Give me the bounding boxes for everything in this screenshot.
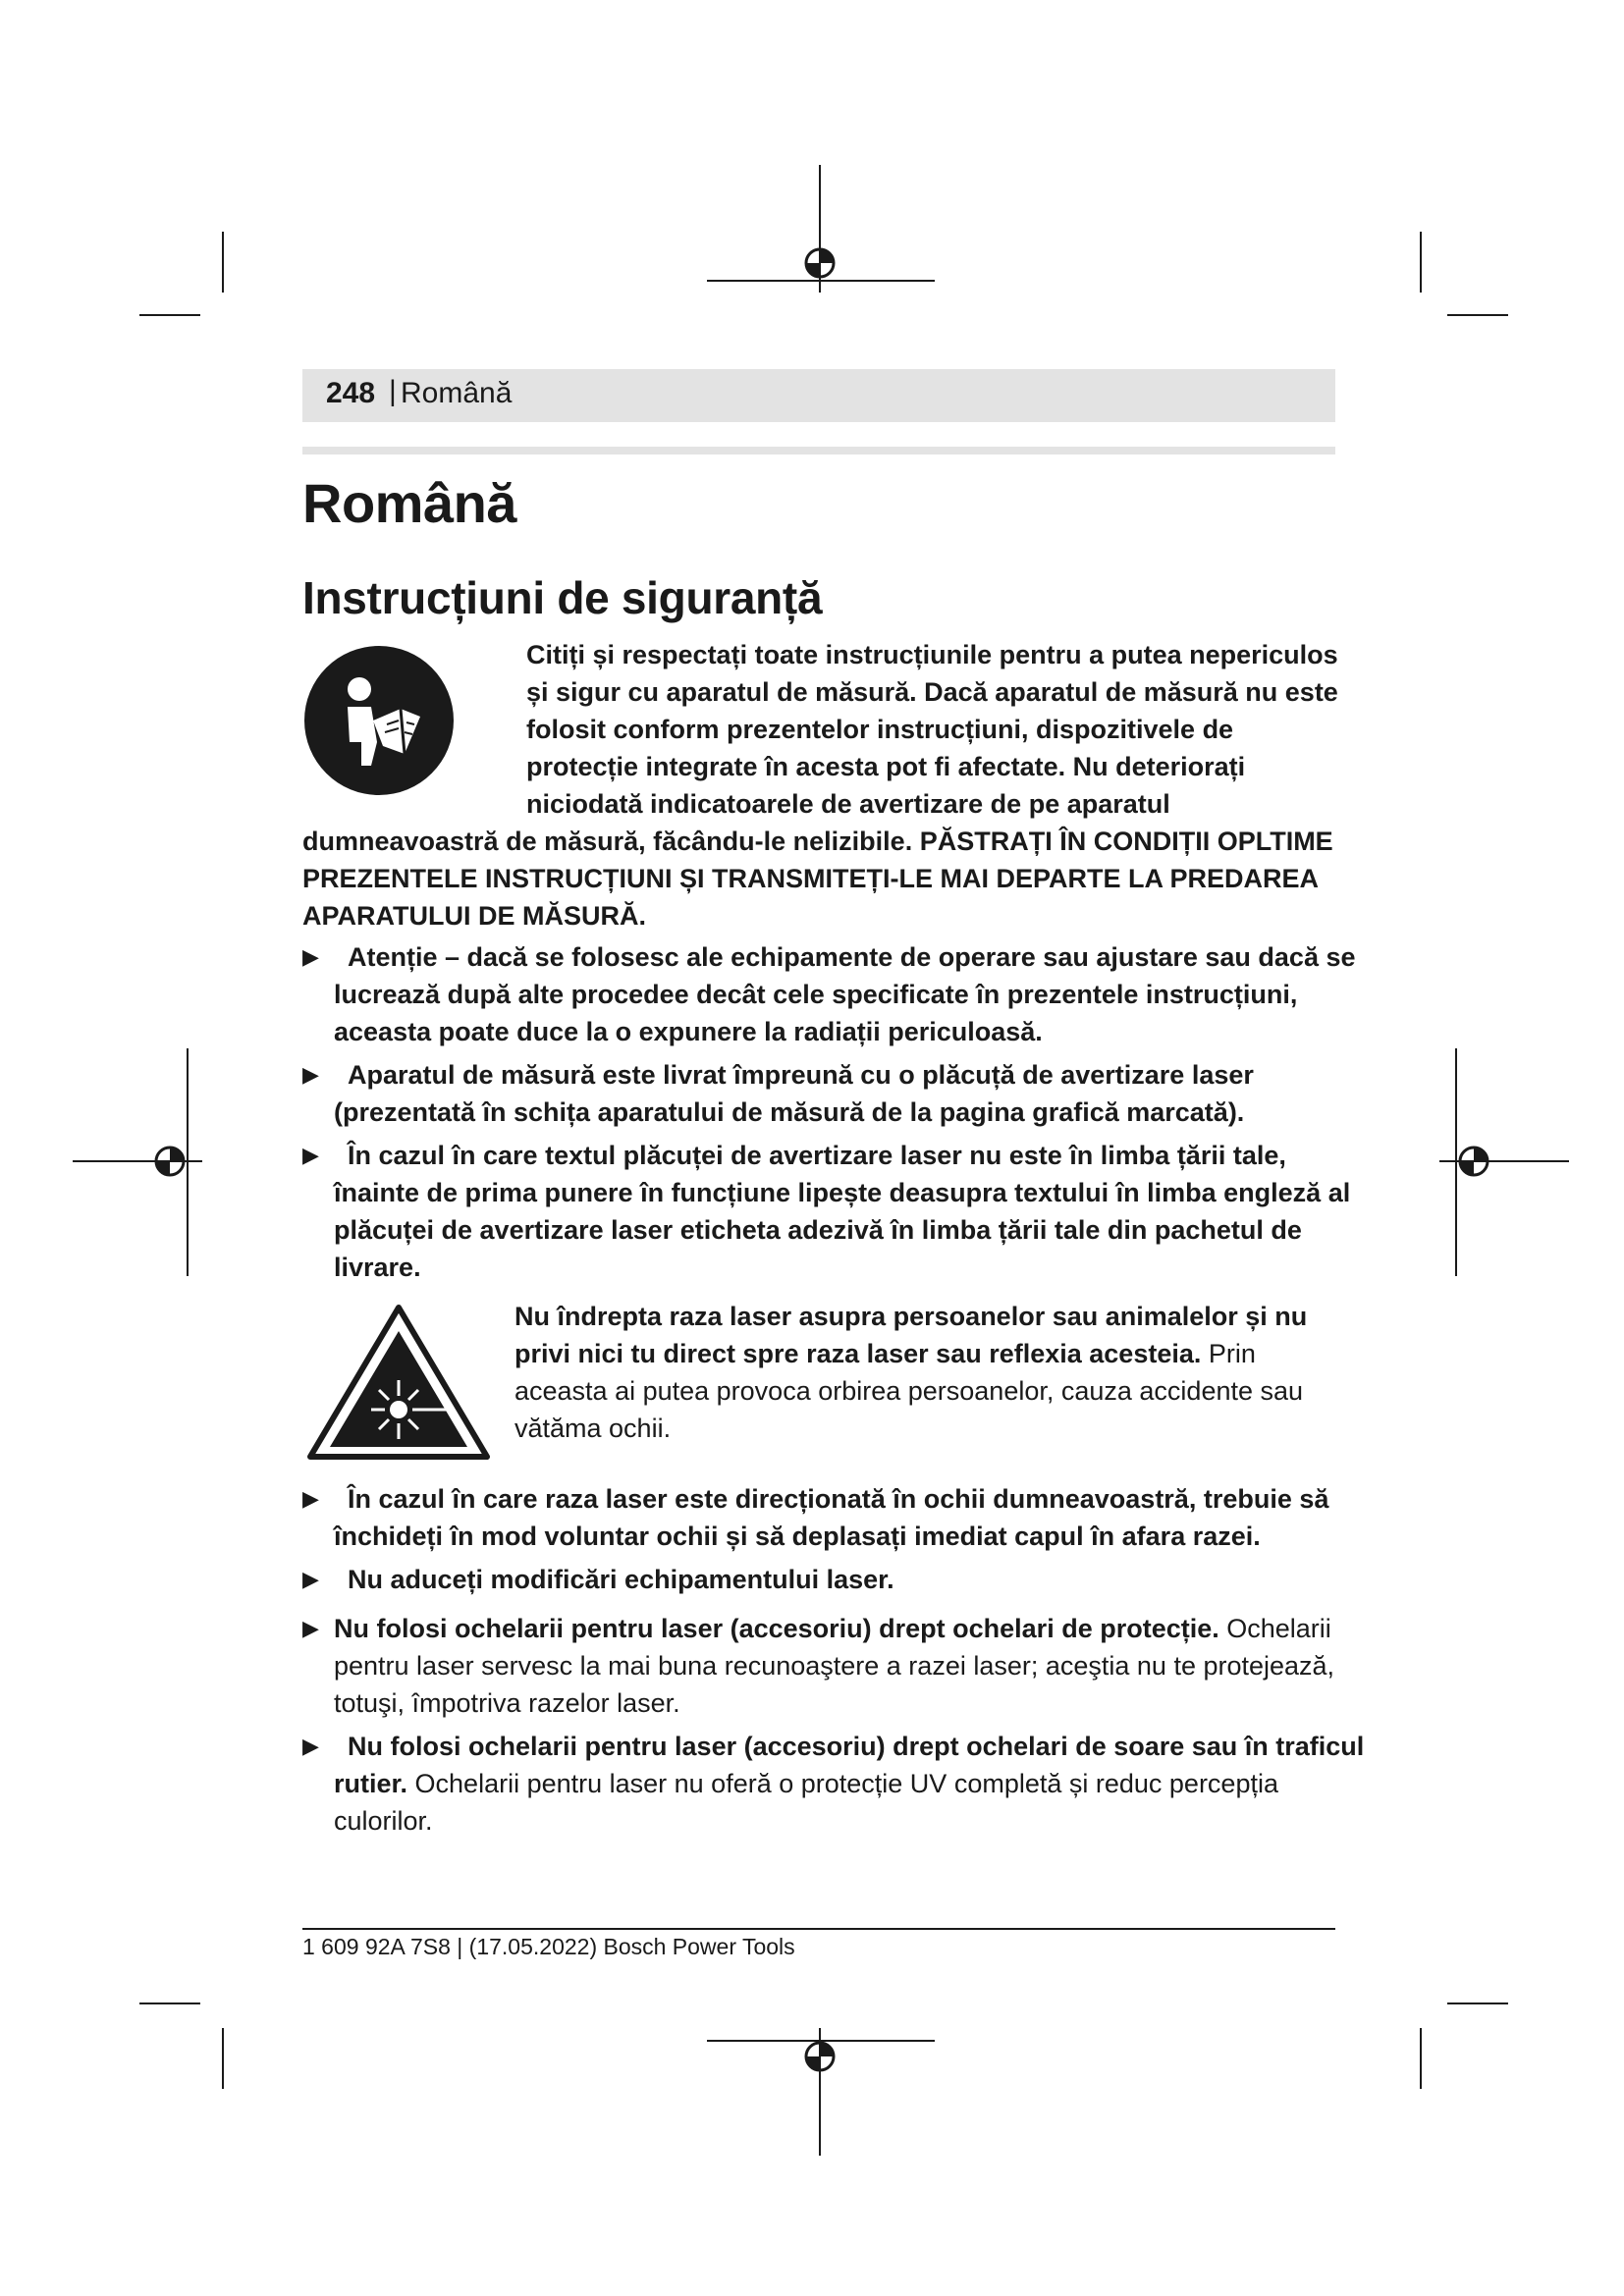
warning-line: Nu îndrepta raza laser asupra persoanelor sau animalelor și nu <box>514 1302 1308 1331</box>
bullet-line: Nu folosi ochelarii pentru laser (accesoriu) drept ochelari de soare sau în traficul <box>348 1732 1365 1761</box>
bullet-line: În cazul în care textul plăcuței de avertizare laser nu este în limba țării tale, <box>348 1141 1286 1170</box>
bullet-line: pentru laser servesc la mai buna recunoaştere a razei laser; aceştia nu te protejează, <box>334 1651 1335 1681</box>
bullet-line: plăcuței de avertizare laser eticheta adezivă în limba țării tale din pachetul de <box>334 1215 1302 1245</box>
bullet-arrow-icon: ▶ <box>302 1062 319 1087</box>
bullet-line: Ochelarii <box>1218 1614 1331 1643</box>
intro-line: PREZENTELE INSTRUCȚIUNI ȘI TRANSMITEȚI-LE MAI DEPARTE LA PREDAREA <box>302 864 1320 893</box>
crop-mark <box>222 232 224 293</box>
intro-line: niciodată indicatoarele de avertizare de pe aparatul <box>526 789 1170 819</box>
bullet-line: În cazul în care raza laser este direcționată în ochii dumneavoastră, trebuie să <box>348 1484 1329 1514</box>
intro-line: dumneavoastră de măsură, făcându-le nelizibile. PĂSTRAȚI ÎN CONDIȚII OPLTIME <box>302 827 1333 856</box>
registration-mark-icon <box>1449 1137 1498 1186</box>
footer-text: 1 609 92A 7S8 | (17.05.2022) Bosch Power Tools <box>302 1934 795 1959</box>
page-title: Română <box>302 472 516 534</box>
running-header <box>302 369 1335 422</box>
bullet-line: închideți în mod voluntar ochii și să deplasați imediat capul în afara razei. <box>334 1522 1261 1551</box>
bullet-arrow-icon: ▶ <box>302 1734 319 1758</box>
page-number: 248 <box>326 377 376 409</box>
footer-rule <box>302 1928 1335 1930</box>
crop-mark <box>1420 232 1422 293</box>
bullet-line: rutier. <box>334 1769 408 1798</box>
bullet-arrow-icon: ▶ <box>302 944 319 969</box>
bullet-line: (prezentată în schița aparatului de măsură de la pagina grafică marcată). <box>334 1097 1245 1127</box>
section-title: Instrucțiuni de siguranță <box>302 572 823 623</box>
intro-line: APARATULUI DE MĂSURĂ. <box>302 901 646 931</box>
intro-line: folosit conform prezentelor instrucțiuni, dispozitivele de <box>526 715 1234 744</box>
bullet-line: Nu folosi ochelarii pentru laser (accesoriu) drept ochelari de protecție. <box>334 1614 1219 1643</box>
crop-mark <box>1447 2002 1508 2004</box>
crop-mark <box>1420 2028 1422 2089</box>
bullet-line: aceasta poate duce la o expunere la radiații periculoasă. <box>334 1017 1043 1046</box>
bullet-arrow-icon: ▶ <box>302 1567 319 1591</box>
crop-mark <box>222 2028 224 2089</box>
warning-line: privi nici tu direct spre raza laser sau reflexia acesteia. <box>514 1339 1202 1368</box>
registration-mark-icon <box>145 1137 194 1186</box>
crop-mark <box>1447 314 1508 316</box>
intro-line: și sigur cu aparatul de măsură. Dacă aparatul de măsură nu este <box>526 677 1338 707</box>
bullet-line: totuşi, împotriva razelor laser. <box>334 1688 680 1718</box>
intro-line: Citiți și respectați toate instrucțiunile pentru a putea nepericulos <box>526 640 1338 669</box>
bullet-arrow-icon: ▶ <box>302 1143 319 1167</box>
header-rule <box>302 447 1335 454</box>
intro-line: protecție integrate în acesta pot fi afectate. Nu deteriorați <box>526 752 1246 781</box>
warning-line: aceasta ai putea provoca orbirea persoanelor, cauza accidente sau <box>514 1376 1304 1406</box>
bullet-line: livrare. <box>334 1253 421 1282</box>
crop-mark <box>139 314 200 316</box>
laser-warning-icon <box>306 1302 491 1463</box>
registration-mark-icon <box>795 239 844 288</box>
bullet-line: Ochelarii pentru laser nu oferă o protecție UV completă și reduc percepția <box>407 1769 1278 1798</box>
warning-line: Prin <box>1201 1339 1256 1368</box>
read-manual-icon <box>302 644 456 797</box>
header-separator: | <box>389 375 397 407</box>
bullet-line: lucrează după alte procedee decât cele specificate în prezentele instrucțiuni, <box>334 980 1298 1009</box>
bullet-line: Atenție – dacă se folosesc ale echipamente de operare sau ajustare sau dacă se <box>348 942 1356 972</box>
bullet-arrow-icon: ▶ <box>302 1616 319 1640</box>
bullet-line: Nu aduceți modificări echipamentului laser. <box>348 1565 894 1594</box>
registration-mark-icon <box>795 2032 844 2081</box>
bullet-arrow-icon: ▶ <box>302 1486 319 1511</box>
warning-line: vătăma ochii. <box>514 1414 672 1443</box>
bullet-line: înainte de prima punere în funcțiune lipește deasupra textului în limba engleză al <box>334 1178 1351 1207</box>
crop-mark <box>139 2002 200 2004</box>
bullet-line: culorilor. <box>334 1806 433 1836</box>
bullet-line: Aparatul de măsură este livrat împreună cu o plăcuță de avertizare laser <box>348 1060 1254 1090</box>
header-language: Română <box>401 377 513 409</box>
